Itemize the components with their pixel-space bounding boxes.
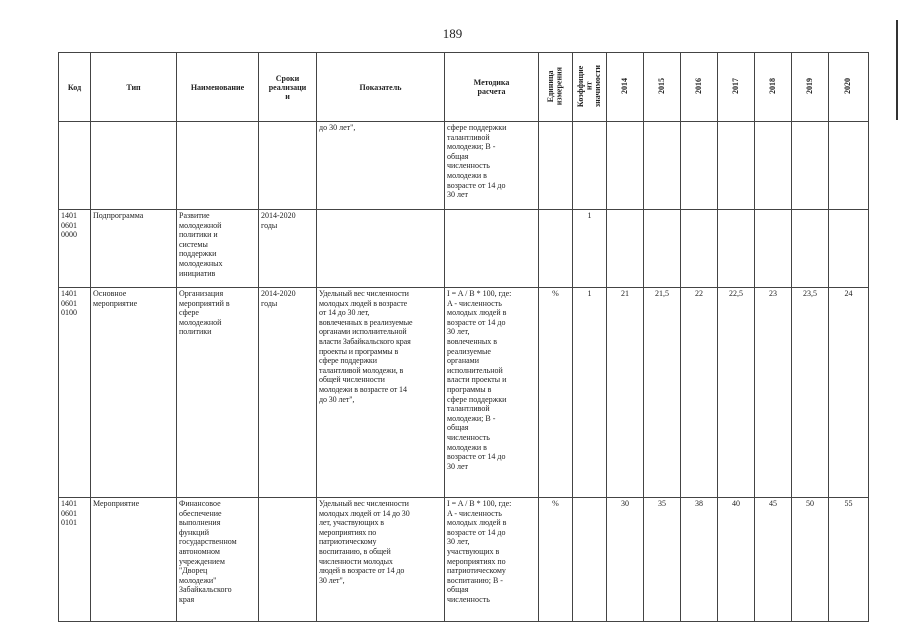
header-code: Код bbox=[59, 53, 91, 122]
header-2018 bbox=[755, 53, 792, 122]
cell-2019 bbox=[792, 122, 829, 210]
cell-2017 bbox=[718, 122, 755, 210]
header-terms: Сроки реализаци и bbox=[259, 53, 317, 122]
header-coef-label: Коэффицие нт значимости bbox=[575, 64, 602, 108]
header-2015 bbox=[644, 53, 681, 122]
cell-type: Основное мероприятие bbox=[91, 288, 177, 498]
cell-2014 bbox=[607, 210, 644, 288]
header-2014 bbox=[607, 53, 644, 122]
cell-name: Организация мероприятий в сфере молодежной политики bbox=[177, 288, 259, 498]
cell-method: сфере поддержки талантливой молодежи; B - общая численность молодежи в возрасте от 14 до 30 лет bbox=[445, 122, 539, 210]
cell-2019: 23,5 bbox=[792, 288, 829, 498]
cell-2016: 38 bbox=[681, 498, 718, 622]
cell-unit bbox=[539, 122, 573, 210]
cell-code bbox=[59, 122, 91, 210]
header-2015-label: 2015 bbox=[656, 78, 666, 94]
cell-2014 bbox=[607, 122, 644, 210]
header-unit bbox=[539, 53, 573, 122]
header-method: Методика расчета bbox=[445, 53, 539, 122]
cell-coef: 1 bbox=[573, 288, 607, 498]
table-row bbox=[59, 122, 869, 210]
cell-coef: 1 bbox=[573, 210, 607, 288]
header-2019-label: 2019 bbox=[804, 78, 814, 94]
cell-2020 bbox=[829, 210, 869, 288]
cell-2015: 21,5 bbox=[644, 288, 681, 498]
cell-2017: 40 bbox=[718, 498, 755, 622]
cell-2015 bbox=[644, 210, 681, 288]
cell-method: I = A / B * 100, где: A - численность молодых людей в возрасте от 14 до 30 лет, вовлеченных в реализуемые органами исполнительной власти проекты и программы в сфере поддержки талантливой молодежи; B - общая численность молодежи в возрасте от 14 до 30 лет bbox=[445, 288, 539, 498]
header-unit-label: Единица измерения bbox=[546, 66, 564, 106]
cell-indicator: Удельный вес численности молодых людей от 14 до 30 лет, участвующих в мероприятиях по патриотическому воспитанию, в общей численности молодых людей в возрасте от 14 до 30 лет", bbox=[317, 498, 445, 622]
cell-method bbox=[445, 210, 539, 288]
cell-unit: % bbox=[539, 498, 573, 622]
cell-code: 1401 0601 0000 bbox=[59, 210, 91, 288]
cell-indicator bbox=[317, 210, 445, 288]
cell-2015 bbox=[644, 122, 681, 210]
cell-code: 1401 0601 0100 bbox=[59, 288, 91, 498]
cell-2018: 23 bbox=[755, 288, 792, 498]
cell-unit bbox=[539, 210, 573, 288]
page-number: 189 bbox=[442, 26, 463, 41]
indicators-table bbox=[58, 52, 869, 622]
header-name: Наименование bbox=[177, 53, 259, 122]
cell-name: Развитие молодежной политики и системы поддержки молодежных инициатив bbox=[177, 210, 259, 288]
table-row bbox=[59, 498, 869, 622]
header-type: Тип bbox=[91, 53, 177, 122]
header-2018-label: 2018 bbox=[767, 78, 777, 94]
cell-2014: 30 bbox=[607, 498, 644, 622]
cell-2016 bbox=[681, 122, 718, 210]
cell-indicator: до 30 лет", bbox=[317, 122, 445, 210]
header-2014-label: 2014 bbox=[619, 78, 629, 94]
cell-2019 bbox=[792, 210, 829, 288]
cell-2017 bbox=[718, 210, 755, 288]
header-2017-label: 2017 bbox=[730, 78, 740, 94]
scan-edge-mark bbox=[896, 20, 898, 120]
cell-terms bbox=[259, 498, 317, 622]
cell-2018: 45 bbox=[755, 498, 792, 622]
cell-name: Финансовое обеспечение выполнения функций государственном автономном учреждением "Дворец молодежи" Забайкальского края bbox=[177, 498, 259, 622]
table-row bbox=[59, 210, 869, 288]
cell-2018 bbox=[755, 122, 792, 210]
cell-2016: 22 bbox=[681, 288, 718, 498]
cell-terms bbox=[259, 122, 317, 210]
header-2020-label: 2020 bbox=[843, 78, 853, 94]
cell-2015: 35 bbox=[644, 498, 681, 622]
cell-name bbox=[177, 122, 259, 210]
header-2020 bbox=[829, 53, 869, 122]
cell-coef bbox=[573, 498, 607, 622]
cell-2020 bbox=[829, 122, 869, 210]
cell-type: Подпрограмма bbox=[91, 210, 177, 288]
header-2016-label: 2016 bbox=[693, 78, 703, 94]
cell-2019: 50 bbox=[792, 498, 829, 622]
cell-terms: 2014-2020 годы bbox=[259, 288, 317, 498]
cell-2017: 22,5 bbox=[718, 288, 755, 498]
cell-2020: 24 bbox=[829, 288, 869, 498]
header-coef bbox=[573, 53, 607, 122]
cell-indicator: Удельный вес численности молодых людей в возрасте от 14 до 30 лет, вовлеченных в реализуемые органами исполнительной власти Забайкальского края проекты и программы в сфере поддержки талантливой молодежи, в общей численности молодежи в возрасте от 14 до 30 лет", bbox=[317, 288, 445, 498]
header-indicator: Показатель bbox=[317, 53, 445, 122]
header-2019 bbox=[792, 53, 829, 122]
cell-unit: % bbox=[539, 288, 573, 498]
table-row bbox=[59, 288, 869, 498]
header-2017 bbox=[718, 53, 755, 122]
cell-2016 bbox=[681, 210, 718, 288]
table-header-row bbox=[59, 53, 869, 122]
cell-coef bbox=[573, 122, 607, 210]
cell-2020: 55 bbox=[829, 498, 869, 622]
cell-code: 1401 0601 0101 bbox=[59, 498, 91, 622]
cell-type bbox=[91, 122, 177, 210]
cell-2014: 21 bbox=[607, 288, 644, 498]
cell-method: I = A / B * 100, где: A - численность молодых людей в возрасте от 14 до 30 лет, участвующих в мероприятиях по патриотическому воспитанию; B - общая численность bbox=[445, 498, 539, 622]
cell-terms: 2014-2020 годы bbox=[259, 210, 317, 288]
cell-2018 bbox=[755, 210, 792, 288]
header-2016 bbox=[681, 53, 718, 122]
cell-type: Мероприятие bbox=[91, 498, 177, 622]
